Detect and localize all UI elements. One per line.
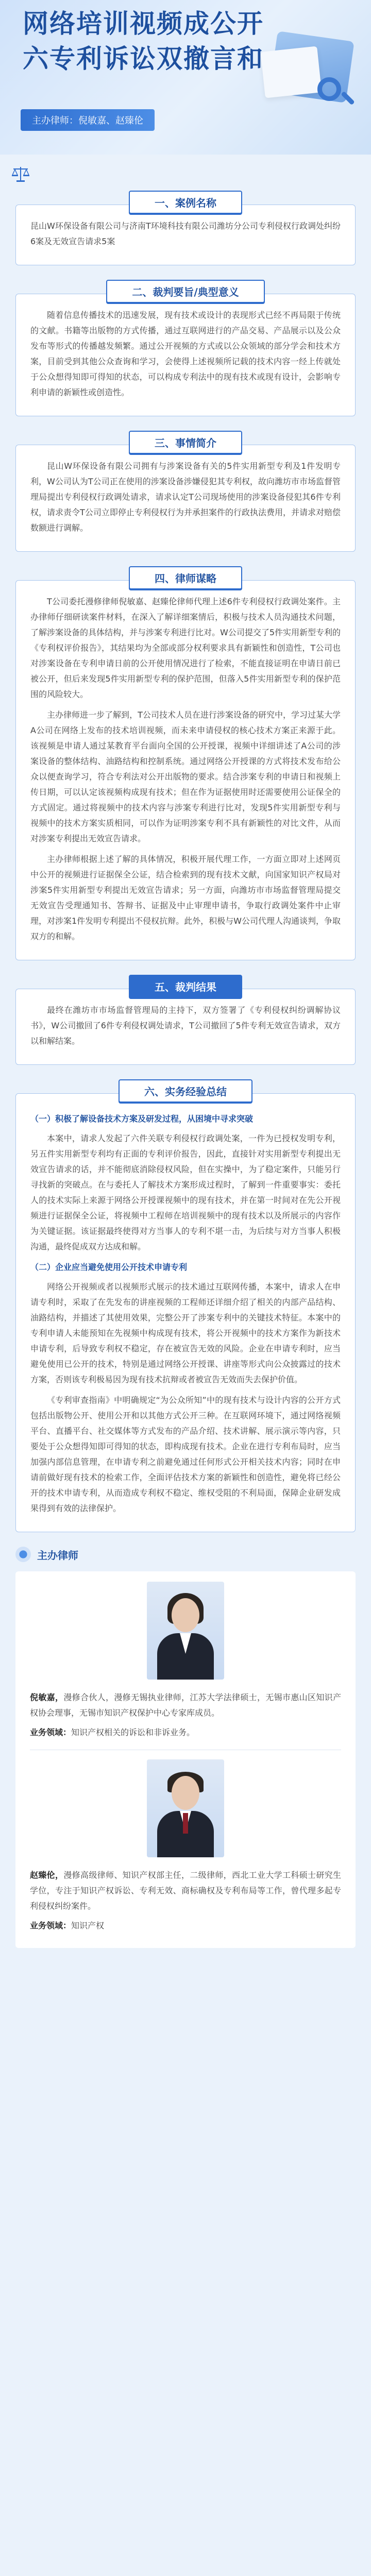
- section-card: [15, 1093, 356, 1532]
- section-summary: [15, 431, 356, 552]
- paragraph: 昆山W环保设备有限公司拥有与涉案设备有关的5件实用新型专利及1件发明专利，W公司认为T公司正在使用的涉案设备涉嫌侵犯其专利权，故向潍坊市市场监督管理局提出专利侵权行政调处请求，请求认定T公司现场使用的涉案设备侵犯其6件专利权，请求责令T公司立即停止专利侵权行为并承担案件的行政执法费用，并请求对赔偿数额进行调解。: [30, 461, 341, 533]
- area-label: 业务领域：: [30, 1727, 72, 1737]
- paragraph: 最终在潍坊市市场监督管理局的主持下，双方签署了《专利侵权纠纷调解协议书》，W公司撤回了6件专利侵权调处请求，T公司撤回了5件专利无效宣告请求，双方以和解结案。: [30, 1005, 341, 1046]
- area-label: 业务领域：: [30, 1921, 72, 1930]
- area-text: 知识产权相关的诉讼和非诉业务。: [71, 1727, 195, 1737]
- area-text: 知识产权: [71, 1921, 105, 1930]
- section-significance: [15, 280, 356, 416]
- section-experience: [15, 1079, 356, 1532]
- lawyer-name: 赵臻伦，: [30, 1870, 64, 1880]
- title-line-1: 网络培训视频成公开: [23, 9, 264, 39]
- paragraph: 主办律师进一步了解到，T公司技术人员在进行涉案设备的研究中，学习过某大学A公司在网络上发布的技术培训视频，而未来申请侵权的核心技术方案正来源于此。该视频是申请人通过某教育平台面向全国的公开授课，视频中详细讲述了A公司的涉案设备的整体结构、油路结构和控制系统。通过网络公开授课的方式将技术发布给公众以便查询学习，符合专利法对公开出版物的要求。结合涉案专利的申请日和视频上传日期，可以认定该视频构成现有技术；但在作为证据使用时还需要使用公证保全的方式固定。通过将视频中的技术内容与涉案专利进行比对，发现5件实用新型专利与视频中的技术方案实质相同，可以作为证明涉案专利不具有新颖性的对比文件，从而对涉案专利提出无效宣告请求。: [30, 710, 341, 843]
- section-card: [15, 580, 356, 960]
- lawyer-bio: [30, 1690, 341, 1721]
- lawyer-photo: [147, 1759, 224, 1857]
- section-title: 一、案例名称: [129, 191, 242, 214]
- scales-icon: [10, 164, 31, 184]
- lawyer-area: [30, 1725, 341, 1740]
- paragraph: 昆山W环保设备有限公司与济南T环境科技有限公司潍坊分公司专利侵权行政调处纠纷6案及无效宣告请求5案: [30, 221, 341, 246]
- lawyer-bio: [30, 1868, 341, 1914]
- paragraph: 本案中，请求人发起了六件关联专利侵权行政调处案，一件为已授权发明专利，另五件实用新型专利均有正面的专利评价报告，因此，直接针对实用新型专利提出无效宣告请求的话，并不能彻底消除侵权风险，但在实操中，为了稳定案件，只能另行寻找新的突破点。在与委托人了解技术方案形成过程时，了解到一件重要事实：委托人的技术实际上来源于网络公开授课视频中的现有技术，并在第一时间对在先公开视频进行证据保全公证，将视频中工程师在培训视频中的现有技术以及所展示的内容作为关键证据。该证据最终使得对方当事人的专利不堪一击，为后续与对方当事人积极沟通，最终促成双方达成和解。: [30, 1133, 341, 1251]
- section-card: [15, 989, 356, 1065]
- section-title: 六、实务经验总结: [119, 1079, 252, 1103]
- subheading: （二）企业应当避免使用公开技术申请专利: [30, 1262, 188, 1272]
- lawyer-bio-text: 漫修合伙人，漫修无锡执业律师，江苏大学法律硕士，无锡市惠山区知识产权协会理事，无锡市知识产权保护中心专家库成员。: [30, 1692, 341, 1718]
- section-title: 二、裁判要旨/典型意义: [106, 280, 264, 303]
- paragraph: 随着信息传播技术的迅速发展，现有技术或设计的表现形式已经不再局限于传统的文献。书籍等出版物的方式传播，通过互联网进行的产品交易、产品展示以及公众发布等形式的传播越发频繁。通过公开视频的方式或以公众领域的部分学会和技术方案，目前受到其他公众查询和学习，会使得上述视频所记载的技术内容一经上传就处于公众想得知即可得知的状态，可以构成专利法中的现有技术或现有设计，会影响专利申请的新颖性或创造性。: [30, 310, 341, 397]
- lawyers-header-label: 主办律师: [37, 1549, 78, 1562]
- document-illustration: [261, 46, 322, 98]
- photo-face: [172, 1776, 199, 1810]
- lawyer-area: [30, 1918, 341, 1934]
- lawyer-name: 倪敏嘉，: [30, 1692, 64, 1702]
- section-result: [15, 975, 356, 1065]
- page-title: [23, 6, 264, 76]
- lawyer-profile-card: [15, 1571, 356, 1948]
- paragraph: 《专利审查指南》中明确规定“为公众所知”中的现有技术与设计内容的公开方式包括出版物公开、使用公开和以其他方式公开三种。在互联网环境下，通过网络视频平台、直播平台、社交媒体等方式发布的产品介绍、技术讲解、展示演示等内容，只要处于公众想得知即可得知的状态，即构成现有技术。企业在进行专利布局时，应当加强内部信息管理，在申请专利之前避免通过任何形式公开相关技术内容；同时在申请前做好现有技术的检索工作，全面评估技术方案的新颖性和创造性，避免将已经公开的技术申请专利，从而造成专利权不稳定、维权受阻的不利局面，保障企业研发成果得到有效的法律保护。: [30, 1395, 341, 1513]
- lawyer-bio-text: 漫修高级律师、知识产权部主任，二级律师，西北工业大学工科硕士研究生学位，专注于知识产权诉讼、专利无效、商标确权及专利布局等工作，曾代理多起专利侵权纠纷案件。: [30, 1870, 341, 1911]
- bottom-spacer: [0, 1960, 371, 1983]
- subheading: （一）积极了解设备技术方案及研发过程，从困境中寻求突破: [30, 1114, 254, 1124]
- paragraph: 网络公开视频或者以视频形式展示的技术通过互联网传播，本案中，请求人在申请专利时，采取了在先发布的讲座视频的工程师还详细介绍了相关的内部产品结构、油路结构，并描述了其使用效果，完整公开了涉案专利中的关键技术特征。本案中的专利申请人未能预知在先视频中构成现有技术，将公开视频中的技术方案作为新技术申请专利，后导致专利权不稳定，存在被宣告无效的风险。企业在申请专利时，应当避免使用已公开的技术，特别是通过网络公开授课、讲座等形式向公众披露过的技术方案，否则该专利极易因为现有技术抗辩或者被宣告无效而失去保护价值。: [30, 1282, 341, 1384]
- section-strategy: [15, 566, 356, 960]
- photo-tie: [183, 1813, 188, 1834]
- section-title: 五、裁判结果: [129, 975, 242, 998]
- paragraph: 主办律师根据上述了解的具体情况，积极开展代理工作，一方面立即对上述网页中公开的视频进行证据保全公证，结合检索到的现有技术文献，向国家知识产权局对涉案5件实用新型专利提出无效宣告请求；另一方面，向潍坊市市场监督管理局提交无效宣告受理通知书、答辩书、证据及中止审理申请书，争取行政调处案件中止审理，对涉案1件发明专利提出不侵权抗辩。此外，积极与W公司代理人沟通谈判，争取双方的和解。: [30, 854, 341, 941]
- scales-row: [0, 155, 371, 191]
- paragraph: T公司委托漫修律师倪敏嘉、赵臻伦律师代理上述6件专利侵权行政调处案件。主办律师仔细研读案件材料，在深入了解详细案情后，积极与技术人员沟通技术问题，了解涉案设备的具体结构，并与涉案专利进行比对。W公司提交了5件实用新型专利的《专利权评价报告》，其结果均为全部或部分权利要求具有新颖性和创造性，T公司也对涉案设备在专利申请日前的公开使用情况进行了检索，不能直接证明在申请日前已被公开，但后来发现5件实用新型专利的保护范围，但落入5件实用新型专利的保护范围的风险较大。: [30, 597, 341, 699]
- lawyer-photo: [147, 1582, 224, 1680]
- photo-face: [172, 1598, 199, 1632]
- lawyers-header: [15, 1547, 356, 1562]
- section-title: 三、事情简介: [129, 431, 242, 454]
- title-line-2: 六专利诉讼双撤言和: [23, 44, 264, 74]
- lawyer-subtitle: 主办律师：倪敏嘉、赵臻伦: [21, 109, 155, 131]
- magnifier-icon: [317, 77, 341, 101]
- section-card: [15, 445, 356, 552]
- header-banner: [0, 0, 371, 155]
- section-case-name: [15, 191, 356, 265]
- section-title: 四、律师谋略: [129, 566, 242, 589]
- bullet-icon: [15, 1547, 31, 1562]
- section-card: [15, 294, 356, 416]
